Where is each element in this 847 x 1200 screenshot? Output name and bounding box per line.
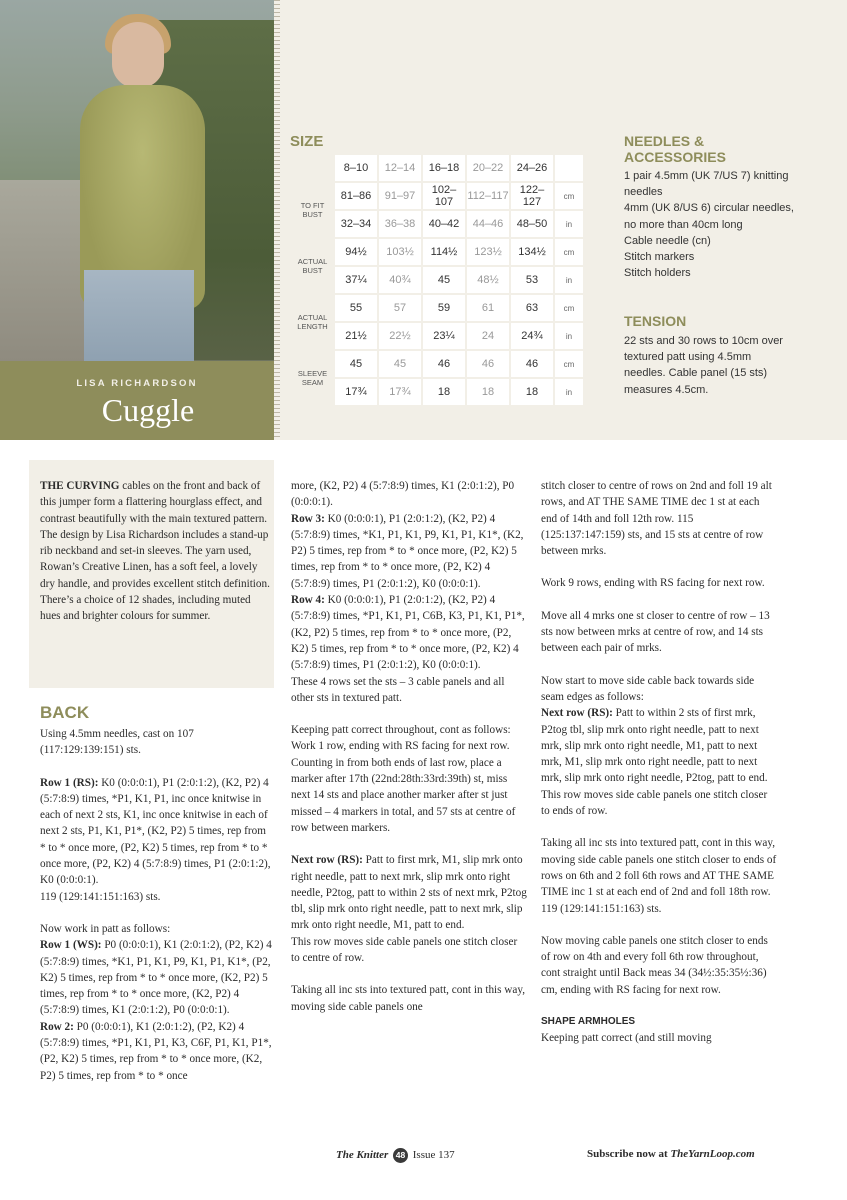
size-unit: in	[555, 379, 583, 405]
size-cell: 114½	[423, 239, 465, 265]
size-cell: 94½	[335, 239, 377, 265]
size-cell: 48–50	[511, 211, 553, 237]
size-cell: 63	[511, 295, 553, 321]
size-cell: 55	[335, 295, 377, 321]
size-cell: 46	[423, 351, 465, 377]
size-unit: cm	[555, 295, 583, 321]
size-cell: 112–117	[467, 183, 509, 209]
size-cell: 59	[423, 295, 465, 321]
size-cell: 134½	[511, 239, 553, 265]
size-cell: 17¾	[335, 379, 377, 405]
size-cell: 18	[511, 379, 553, 405]
size-cell: 20–22	[467, 155, 509, 181]
size-row	[292, 323, 583, 349]
tension-text: 22 sts and 30 rows to 10cm over textured patt using 4.5mm needles. Cable panel (15 sts) measures 4.5cm.	[624, 335, 783, 396]
size-cell: 16–18	[423, 155, 465, 181]
size-row	[292, 267, 583, 293]
size-row-label: SLEEVE SEAM	[297, 369, 328, 387]
size-cell: 45	[335, 351, 377, 377]
size-unit: cm	[555, 351, 583, 377]
size-row	[292, 211, 583, 237]
size-cell: 91–97	[379, 183, 421, 209]
size-row-label	[292, 155, 333, 181]
pattern-title: Cuggle	[101, 392, 195, 428]
intro-lead: THE CURVING	[40, 480, 120, 492]
size-unit: cm	[555, 239, 583, 265]
size-cell: 81–86	[335, 183, 377, 209]
size-row	[292, 351, 583, 377]
size-cell: 36–38	[379, 211, 421, 237]
size-cell: 8–10	[335, 155, 377, 181]
size-cell: 57	[379, 295, 421, 321]
footer-magazine: The Knitter 48 Issue 137	[336, 1149, 455, 1162]
size-cell: 46	[467, 351, 509, 377]
size-row-label: ACTUAL BUST	[297, 257, 328, 275]
tension-heading: TENSION	[624, 313, 687, 329]
size-cell: 24–26	[511, 155, 553, 181]
size-cell: 40–42	[423, 211, 465, 237]
size-unit	[555, 155, 583, 181]
needle-item: Cable needle (cn)	[624, 234, 711, 247]
size-cell: 53	[511, 267, 553, 293]
size-unit: in	[555, 211, 583, 237]
page-number: 48	[393, 1148, 408, 1163]
size-cell: 61	[467, 295, 509, 321]
size-row-label: TO FIT BUST	[300, 201, 325, 219]
model-photo	[0, 0, 274, 361]
size-cell: 103½	[379, 239, 421, 265]
size-cell: 102–107	[423, 183, 465, 209]
size-cell: 40¾	[379, 267, 421, 293]
size-row	[292, 155, 583, 181]
size-cell: 24¾	[511, 323, 553, 349]
column-1: Using 4.5mm needles, cast on 107 (117:129:139:151) sts. Row 1 (RS): K0 (0:0:0:1), P1 (2:0:1:2), (K2, P2) 4 (5:7:8:9) times, *P1, K1, P1, inc once knitwise in each of next 2 sts, K1, inc once knitwise in each of next 2 sts, P1, K1, P1*, (K2, P2) 5 times, rep from * to * once more, (P2, K2) 5 times, rep from * to * once more, (P2, K2) 4 (5:7:8:9) times, P1 (2:0:1:2), K0 (0:0:0:1). 119 (129:141:151:163) sts. Now work in patt as follows: Row 1 (WS): P0 (0:0:0:1), K1 (2:0:1:2), (P2, K2) 4 (5:7:8:9) times, *K1, P1, K1, P9, K1, P1, K1*, (P2, K2) 5 times, rep from * to * once more, (K2, P2) 5 times, rep from * to * once more, (K2, P2) 4 (5:7:8:9) times, K1 (2:0:1:2), P0 (0:0:0:1). Row 2: P0 (0:0:0:1), K1 (2:0:1:2), (P2, K2) 4 (5:7:8:9) times, *P1, K1, P1, K3, C6F, P1, K1, P1*, (P2, K2) 5 times, rep from * to * once more, (K2, P2) 5 times, rep from * to * once	[40, 728, 272, 1082]
size-unit: in	[555, 267, 583, 293]
size-row	[292, 295, 583, 321]
size-cell: 37¼	[335, 267, 377, 293]
size-cell: 17¾	[379, 379, 421, 405]
size-cell: 23¼	[423, 323, 465, 349]
size-cell: 32–34	[335, 211, 377, 237]
back-heading: BACK	[40, 703, 90, 722]
size-cell: 123½	[467, 239, 509, 265]
intro-paragraph: THE CURVING cables on the front and back of this jumper form a flattering hourglass effect, and contrast beautifully with the main textured pattern. The design by Lisa Richardson includes a stand-up rib neckband and set-in sleeves. The yarn used, Rowan’s Creative Linen, has a soft feel, a lovely dry handle, and provides excellent stitch definition. There’s a choice of 12 shades, including muted hues and brighter colours for summer.	[40, 480, 270, 623]
column-2: more, (K2, P2) 4 (5:7:8:9) times, K1 (2:0:1:2), P0 (0:0:0:1). Row 3: K0 (0:0:0:1), P1 (2:0:1:2), (K2, P2) 4 (5:7:8:9) times, *K1, P1, K1, P9, K1, P1, K1*, (K2, P2) 5 times, rep from * to * once more, (P2, K2) 5 times, rep from * to * once more, (P2, K2) 4 (5:7:8:9) times, P1 (2:0:1:2), K0 (0:0:0:1). Row 4: K0 (0:0:0:1), P1 (2:0:1:2), (K2, P2) 4 (5:7:8:9) times, *P1, K1, P1, C6B, K3, P1, K1, P1*, (K2, P2) 5 times, rep from * to * once more, (P2, K2) 5 times, rep from * to * once more, (P2, K2) 4 (5:7:8:9) times, P1 (2:0:1:2), K0 (0:0:0:1). These 4 rows set the sts – 3 cable panels and all other sts in textured patt. Keeping patt correct throughout, cont as follows: Work 1 row, ending with RS facing for next row. Counting in from both ends of last row, place a marker after 17th (22nd:28th:33rd:39th) st, miss next 14 sts and place another marker after st just missed – 4 markers in total, and 57 sts at centre of row between markers. Next row (RS): Patt to first mrk, M1, slip mrk onto right needle, patt to next mrk, slip mrk onto right needle, P2tog, patt to within 2 sts of next mrk, P2tog tbl, slip mrk onto right needle, patt to next mrk, slip mrk onto right needle, M1, patt to end. This row moves side cable panels one stitch closer to centre of row. Taking all inc sts into textured patt, cont in this way, moving side cable panels one	[291, 480, 527, 1013]
needle-item: Stitch markers	[624, 251, 695, 264]
size-row	[292, 183, 583, 209]
needle-item: Stitch holders	[624, 267, 691, 280]
size-cell: 12–14	[379, 155, 421, 181]
size-heading: SIZE	[290, 133, 324, 150]
column-3: stitch closer to centre of rows on 2nd and foll 19 alt rows, and AT THE SAME TIME dec 1 st at each end of 14th and foll 12th row. 115 (125:137:147:159) sts, and 15 sts at centre of row between mrks. Work 9 rows, ending with RS facing for next row. Move all 4 mrks one st closer to centre of row – 13 sts now between mrks at centre of row, and 14 sts between each pair of mrks. Now start to move side cable back towards side seam edges as follows: Next row (RS): Patt to within 2 sts of first mrk, P2tog tbl, slip mrk onto right needle, patt to next mrk, slip mrk onto right needle, M1, patt to next mrk, M1, slip mrk onto right needle, patt to next mrk, slip mrk onto right needle, P2tog, patt to end. This row moves side cable panels one stitch closer to ends of row. Taking all inc sts into textured patt, cont in this way, moving side cable panels one stitch closer to ends of rows on 6th and 2 foll 6th rows and AT THE SAME TIME inc 1 st at each end of 2nd and foll 18th row. 119 (129:141:151:163) sts. Now moving cable panels one stitch closer to ends of row on 4th and every foll 6th row throughout, cont straight until Back meas 34 (34½:35:35½:36) cm, ending with RS facing for next row. SHAPE ARMHOLES Keeping patt correct (and still moving	[541, 480, 777, 1045]
size-table	[290, 153, 585, 407]
size-unit: cm	[555, 183, 583, 209]
size-cell: 22½	[379, 323, 421, 349]
needle-item: 4mm (UK 8/US 6) circular needles, no more than 40cm long	[624, 202, 794, 231]
needles-heading: NEEDLES & ACCESSORIES	[624, 133, 726, 165]
needle-item: 1 pair 4.5mm (UK 7/US 7) knitting needles	[624, 170, 789, 199]
size-cell: 45	[379, 351, 421, 377]
size-cell: 18	[423, 379, 465, 405]
size-cell: 122–127	[511, 183, 553, 209]
size-cell: 46	[511, 351, 553, 377]
size-cell: 21½	[335, 323, 377, 349]
footer-subscribe[interactable]: Subscribe now at TheYarnLoop.com	[587, 1148, 755, 1160]
size-row	[292, 239, 583, 265]
size-row	[292, 379, 583, 405]
size-unit: in	[555, 323, 583, 349]
zigzag-divider	[274, 0, 280, 440]
size-cell: 45	[423, 267, 465, 293]
size-cell: 48½	[467, 267, 509, 293]
size-row-label: ACTUAL LENGTH	[297, 313, 328, 331]
site-link[interactable]: TheYarnLoop.com	[670, 1148, 755, 1160]
size-cell: 44–46	[467, 211, 509, 237]
size-cell: 24	[467, 323, 509, 349]
size-cell: 18	[467, 379, 509, 405]
shape-armholes-heading: SHAPE ARMHOLES	[541, 1016, 636, 1028]
designer-name: LISA RICHARDSON	[76, 378, 198, 389]
needles-list	[624, 168, 794, 281]
